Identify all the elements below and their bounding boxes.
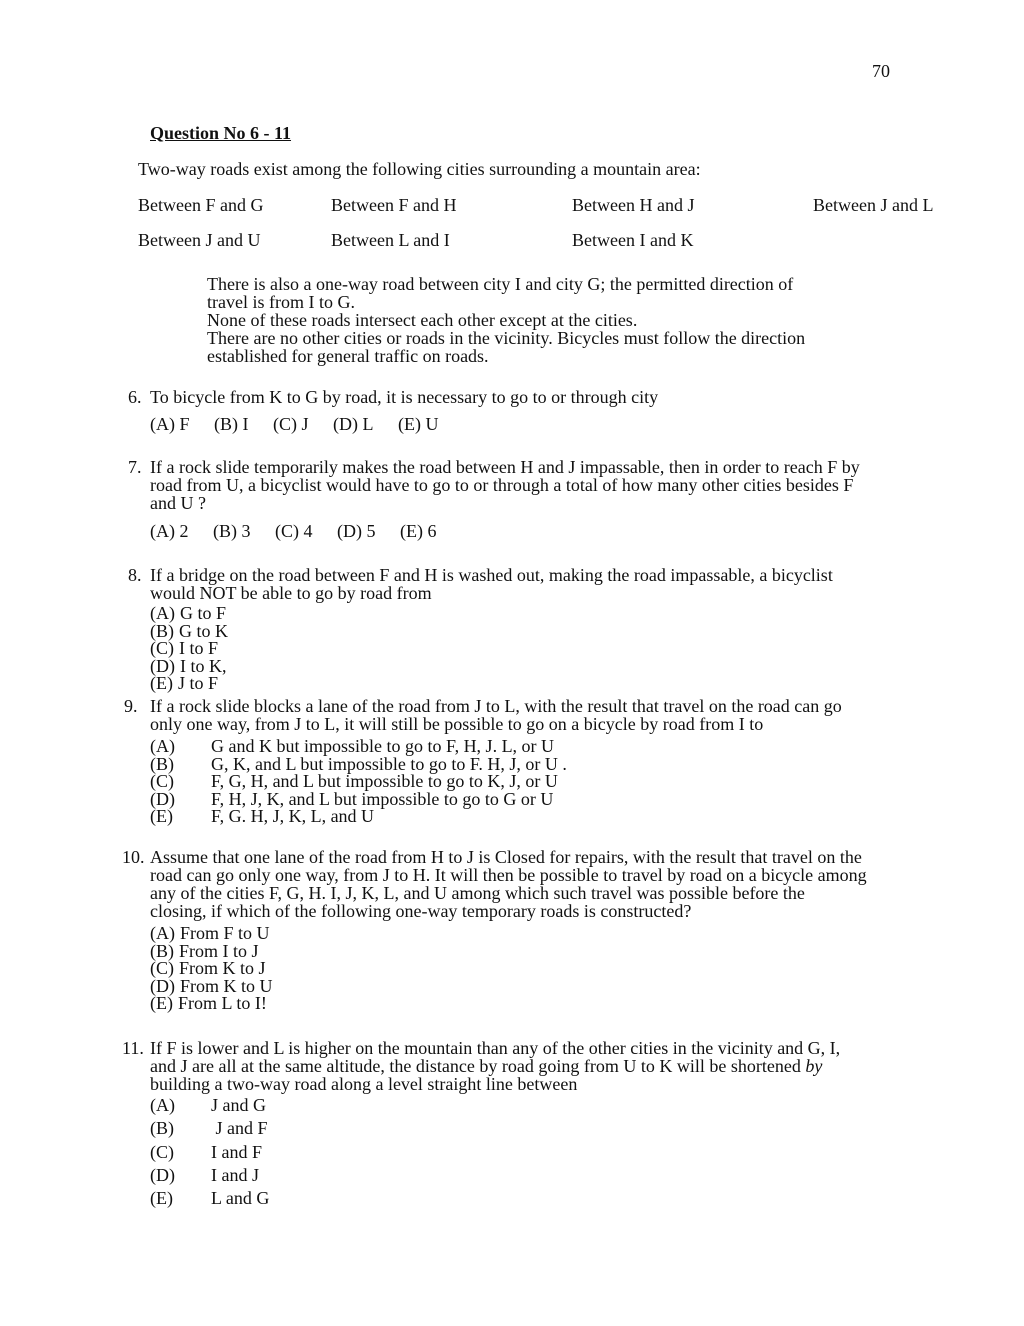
option-text: J and F — [211, 1118, 268, 1139]
option: (B) 3 — [213, 521, 251, 541]
question-number: 6. — [128, 387, 142, 407]
option-label: (A) — [150, 736, 175, 756]
question-number: 10. — [122, 847, 145, 867]
note-line: established for general traffic on roads. — [207, 346, 489, 366]
question-line: any of the cities F, G, H. I, J, K, L, and U among which such travel was possible before the — [150, 883, 805, 903]
answer-options — [150, 522, 456, 540]
road-item: Between I and K — [572, 230, 694, 250]
option-label: (C) — [150, 958, 174, 978]
road-item: Between H and J — [572, 195, 695, 215]
option-label: (E) — [150, 1188, 173, 1209]
road-item: Between L and I — [331, 230, 450, 250]
question-number: 9. — [124, 696, 138, 716]
option-label: (C) — [150, 1141, 174, 1162]
page-number: 70 — [872, 61, 890, 81]
option: (B) I — [214, 414, 249, 434]
rules-notes — [207, 275, 805, 365]
question-line: road can go only one way, from J to H. It will then be possible to travel by road on a bicycle among — [150, 865, 867, 885]
question-line: If F is lower and L is higher on the mountain than any of the other cities in the vicinity and G, I, — [150, 1038, 841, 1058]
option: (A) F — [150, 414, 190, 434]
option-text: G to F — [180, 603, 227, 623]
question-line: If a bridge on the road between F and H is washed out, making the road impassable, a bicyclist — [150, 565, 833, 585]
question-text — [150, 458, 860, 512]
answer-options — [150, 415, 458, 433]
road-item: Between J and U — [138, 230, 261, 250]
option-text: I to K, — [180, 655, 227, 676]
question-line: closing, if which of the following one-way temporary roads is constructed? — [150, 901, 692, 921]
road-item: Between J and L — [813, 195, 934, 215]
option-text: From I to J — [179, 940, 259, 961]
option-label: (E) — [150, 806, 173, 826]
question-text — [150, 697, 842, 733]
question-line: If a rock slide temporarily makes the road between H and J impassable, then in order to reach F by — [150, 457, 860, 477]
option-label: (B) — [150, 940, 174, 961]
option-label: (B) — [150, 753, 174, 774]
option-text: G to K — [179, 620, 228, 641]
option-label: (A) — [150, 923, 175, 943]
option-label: (D) — [150, 788, 175, 809]
question-number: 8. — [128, 565, 142, 585]
option-text: J to F — [177, 673, 219, 693]
option-text: L and G — [211, 1188, 270, 1209]
option-text: From K to J — [179, 958, 266, 978]
intro-text: Two-way roads exist among the following cities surrounding a mountain area: — [138, 159, 701, 179]
option-label: (B) — [150, 1118, 174, 1139]
option: (C) J — [273, 414, 309, 434]
note-line: None of these roads intersect each other except at the cities. — [207, 310, 638, 330]
note-line: There is also a one-way road between city I and city G; the permitted direction of — [207, 274, 794, 294]
answer-options — [150, 1094, 269, 1210]
option-label: (B) — [150, 620, 174, 641]
option-text: I to F — [179, 638, 219, 658]
question-line-text: and J are all at the same altitude, the distance by road going from U to K will be shortened — [150, 1056, 806, 1076]
option-label: (D) — [150, 975, 175, 996]
option — [150, 1141, 269, 1164]
option-text: F, G. H, J, K, L, and U — [211, 806, 375, 826]
italic-word: by — [805, 1056, 823, 1076]
option-label: (C) — [150, 638, 174, 658]
option: (E) 6 — [400, 521, 437, 541]
road-item: Between F and H — [331, 195, 457, 215]
option-label: (D) — [150, 1164, 175, 1185]
section-heading: Question No 6 - 11 — [150, 123, 292, 143]
answer-options — [150, 925, 273, 1013]
option-label: (D) — [150, 655, 175, 676]
option — [150, 995, 273, 1013]
question-line: building a two-way road along a level straight line between — [150, 1074, 578, 1094]
question-line: would NOT be able to go by road from — [150, 583, 432, 603]
question-line: If a rock slide blocks a lane of the road from J to L, with the result that travel on the road can go — [150, 696, 842, 716]
option — [150, 1117, 269, 1140]
option-label: (E) — [150, 673, 173, 693]
answer-options — [150, 738, 567, 826]
question-number: 11. — [122, 1038, 144, 1058]
question-text — [150, 388, 658, 406]
question-line: road from U, a bicyclist would have to go to or through a total of how many other cities besides F — [150, 475, 854, 495]
option — [150, 1164, 269, 1187]
question-text — [150, 848, 867, 920]
option-text: G, K, and L but impossible to go to F. H, J, or U . — [211, 753, 567, 774]
option — [150, 675, 228, 693]
option-text: I and J — [211, 1164, 259, 1185]
option: (D) 5 — [337, 521, 376, 541]
option-text: F, H, J, K, and L but impossible to go to G or U — [211, 788, 554, 809]
question-line: To bicycle from K to G by road, it is necessary to go to or through city — [150, 387, 659, 407]
option: (A) 2 — [150, 521, 189, 541]
option-text: From F to U — [180, 923, 270, 943]
option-label: (E) — [150, 993, 173, 1013]
note-line: There are no other cities or roads in the vicinity. Bicycles must follow the direction — [207, 328, 806, 348]
option-label: (C) — [150, 771, 174, 791]
answer-options — [150, 605, 228, 693]
question-number: 7. — [128, 457, 142, 477]
question-line: and U ? — [150, 493, 206, 513]
option-text: F, G, H, and L but impossible to go to K, J, or U — [211, 771, 558, 791]
question-text — [150, 566, 833, 602]
option: (E) U — [397, 414, 439, 434]
note-line: travel is from I to G. — [207, 292, 355, 312]
option-text: From K to U — [180, 975, 273, 996]
option-text: I and F — [211, 1141, 262, 1162]
option-text: G and K but impossible to go to F, H, J. L, or U — [211, 736, 555, 756]
option-text: From L to I! — [177, 993, 267, 1013]
question-line — [150, 1057, 840, 1075]
option: (D) L — [333, 414, 374, 434]
option — [150, 1187, 269, 1210]
question-text — [150, 1039, 840, 1093]
option-label: (A) — [150, 1095, 175, 1115]
question-line: only one way, from J to L, it will still be possible to go on a bicycle by road from I to — [150, 714, 764, 734]
option-text: J and G — [211, 1095, 266, 1115]
option: (C) 4 — [275, 521, 313, 541]
option-label: (A) — [150, 603, 175, 623]
road-item: Between F and G — [138, 195, 264, 215]
option — [150, 808, 567, 826]
option — [150, 1094, 269, 1117]
question-line: Assume that one lane of the road from H to J is Closed for repairs, with the result that travel on the — [150, 847, 862, 867]
